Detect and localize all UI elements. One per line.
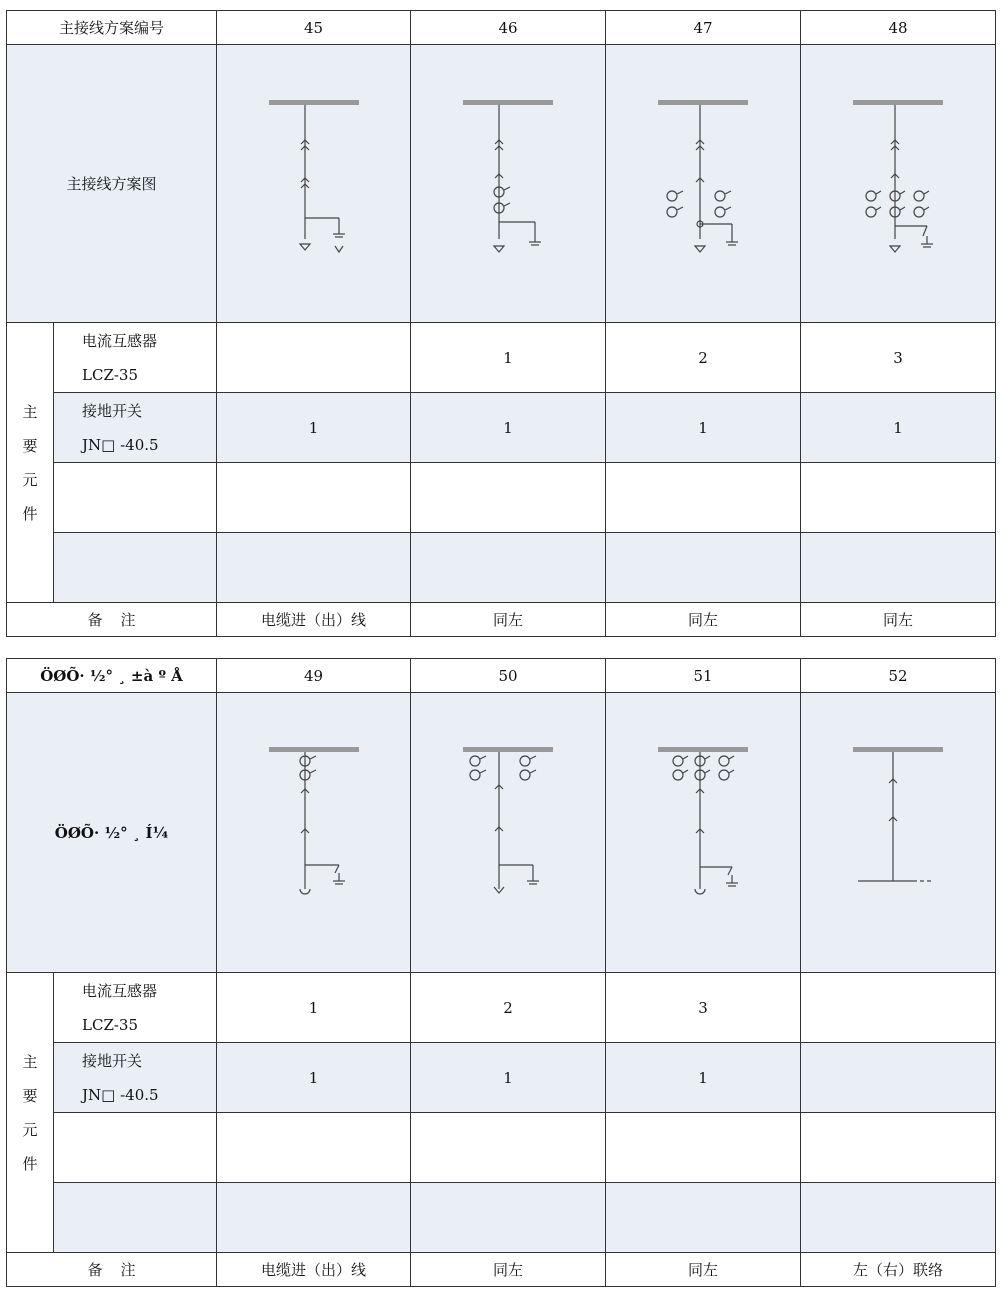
component-qty: 1 [411,323,606,393]
wiring-diagram-48 [801,45,996,323]
main-components-label: 主 要 元 件 [7,323,54,603]
component-grounding-switch: 接地开关 JN□ -40.5 [54,393,217,463]
component-qty [801,533,996,603]
component-qty [801,1183,996,1253]
wiring-diagram-52 [801,693,996,973]
component-qty [801,463,996,533]
scheme-number: 51 [606,659,801,693]
remark: 同左 [411,603,606,637]
scheme-diagram-label: 主接线方案图 [7,45,217,323]
scheme-number: 49 [217,659,411,693]
scheme-diagram-label: ÖØÕ· ½° ¸ Í¼ [7,693,217,973]
wiring-diagram-46 [411,45,606,323]
component-qty: 3 [801,323,996,393]
scheme-number: 50 [411,659,606,693]
scheme-number-label: 主接线方案编号 [7,11,217,45]
component-qty: 1 [801,393,996,463]
component-qty: 1 [411,1043,606,1113]
component-qty [801,973,996,1043]
remark: 同左 [606,1253,801,1287]
component-current-transformer: 电流互感器 LCZ-35 [54,973,217,1043]
component-qty [606,463,801,533]
remark: 同左 [411,1253,606,1287]
component-empty [54,533,217,603]
component-qty [217,1183,411,1253]
remark: 电缆进（出）线 [217,603,411,637]
component-qty [606,1183,801,1253]
remarks-label: 备注 [7,603,217,637]
scheme-number: 47 [606,11,801,45]
component-qty [217,533,411,603]
component-qty [411,1113,606,1183]
component-current-transformer: 电流互感器 LCZ-35 [54,323,217,393]
component-qty [217,1113,411,1183]
component-qty: 2 [411,973,606,1043]
component-qty: 2 [606,323,801,393]
component-grounding-switch: 接地开关 JN□ -40.5 [54,1043,217,1113]
remark: 同左 [606,603,801,637]
component-qty: 1 [217,1043,411,1113]
component-qty [606,533,801,603]
component-qty [801,1043,996,1113]
remarks-label: 备注 [7,1253,217,1287]
wiring-diagram-45 [217,45,411,323]
scheme-number: 45 [217,11,411,45]
remark: 左（右）联络 [801,1253,996,1287]
remark: 同左 [801,603,996,637]
scheme-number: 52 [801,659,996,693]
remark: 电缆进（出）线 [217,1253,411,1287]
scheme-number-label: ÖØÕ· ½° ¸ ±à º Å [7,659,217,693]
component-qty: 1 [217,393,411,463]
component-qty [411,463,606,533]
component-empty [54,463,217,533]
component-qty [217,323,411,393]
component-qty [217,463,411,533]
component-qty [801,1113,996,1183]
component-qty: 1 [606,393,801,463]
component-qty [411,533,606,603]
component-empty [54,1183,217,1253]
scheme-table-1 [6,10,996,637]
scheme-number: 46 [411,11,606,45]
component-qty: 1 [217,973,411,1043]
wiring-diagram-49 [217,693,411,973]
wiring-diagram-47 [606,45,801,323]
component-qty: 1 [411,393,606,463]
component-qty [606,1113,801,1183]
wiring-diagram-50 [411,693,606,973]
component-qty [411,1183,606,1253]
main-components-label: 主 要 元 件 [7,973,54,1253]
component-empty [54,1113,217,1183]
scheme-table-2 [6,658,996,1287]
component-qty: 3 [606,973,801,1043]
component-qty: 1 [606,1043,801,1113]
wiring-diagram-51 [606,693,801,973]
scheme-number: 48 [801,11,996,45]
